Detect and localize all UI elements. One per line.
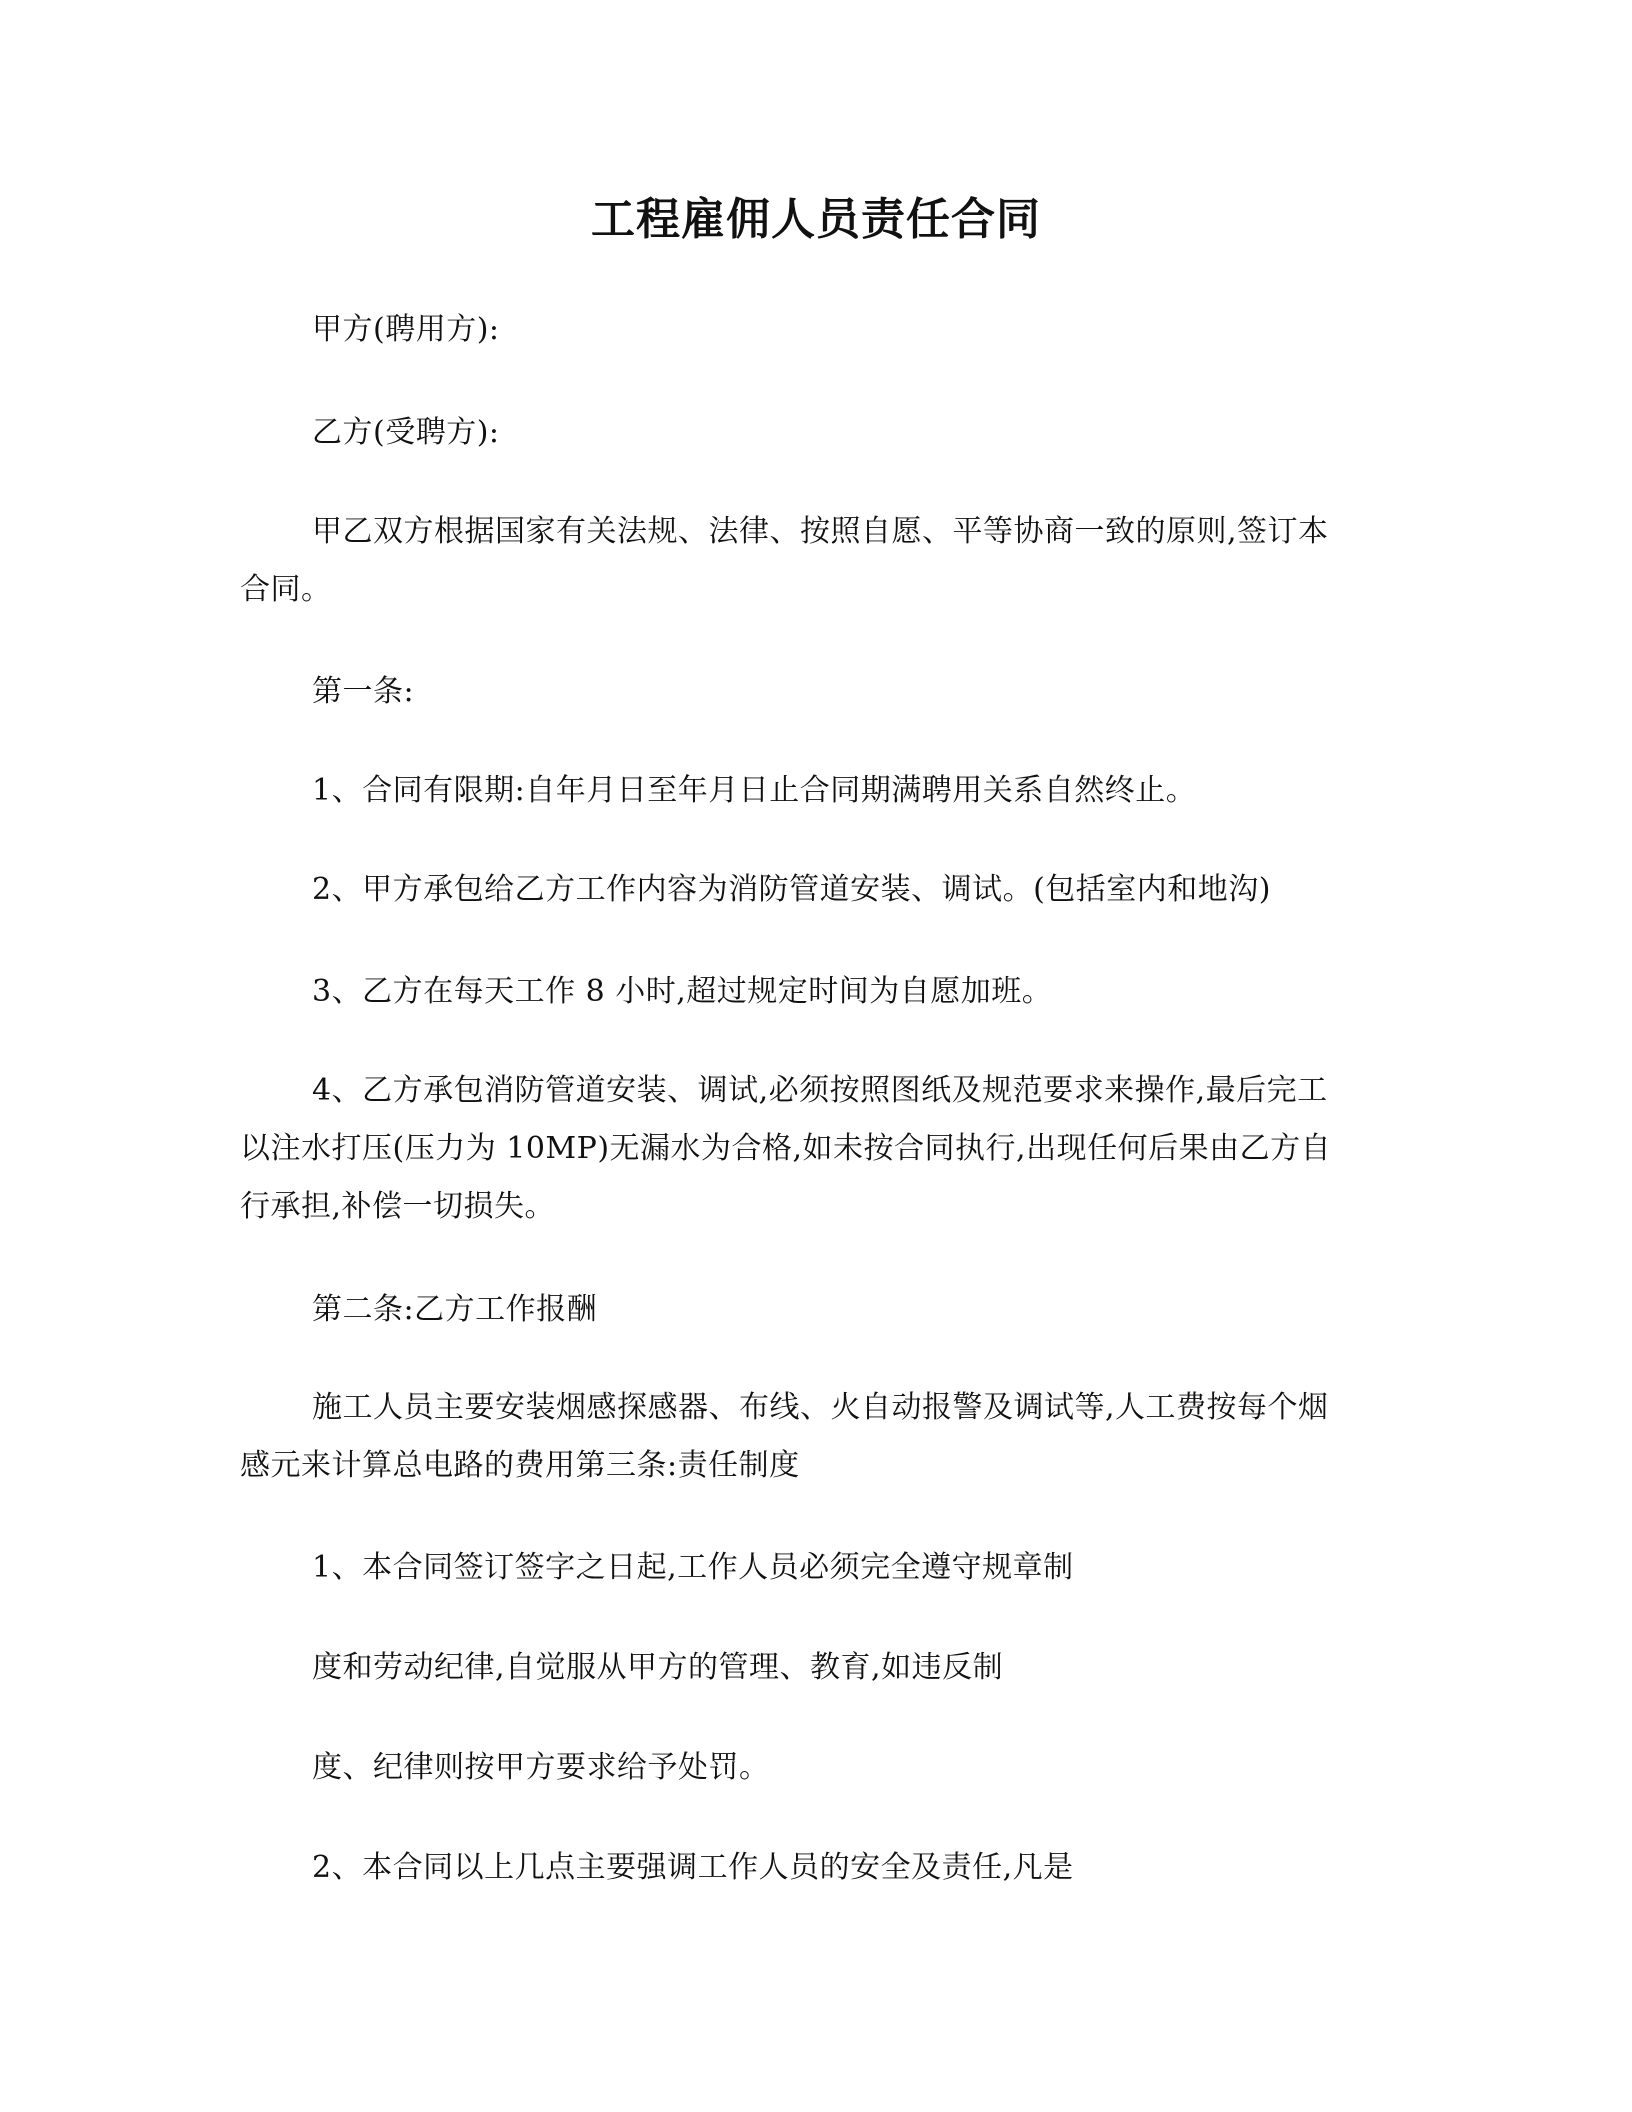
preamble-line-2: 合同。	[240, 572, 332, 607]
article-1-item-4-line-2: 以注水打压(压力为 10MP)无漏水为合格,如未按合同执行,出现任何后果由乙方自	[240, 1131, 1332, 1166]
article-2-body-line-1: 施工人员主要安装烟感探感器、布线、火自动报警及调试等,人工费按每个烟	[312, 1390, 1329, 1425]
article-3-item-2-line-1: 2、本合同以上几点主要强调工作人员的安全及责任,凡是	[312, 1850, 1074, 1885]
article-3-item-1-line-1: 1、本合同签订签字之日起,工作人员必须完全遵守规章制	[312, 1550, 1074, 1585]
article-2-body-line-2: 感元来计算总电路的费用第三条:责任制度	[240, 1448, 800, 1483]
article-1-item-3: 3、乙方在每天工作 8 小时,超过规定时间为自愿加班。	[312, 974, 1053, 1009]
party-b-line: 乙方(受聘方):	[312, 415, 500, 450]
article-1-item-1: 1、合同有限期:自年月日至年月日止合同期满聘用关系自然终止。	[312, 773, 1197, 808]
article-3-item-1-line-2: 度和劳动纪律,自觉服从甲方的管理、教育,如违反制	[312, 1650, 1004, 1685]
article-3-item-1-line-3: 度、纪律则按甲方要求给予处罚。	[312, 1750, 770, 1785]
party-a-line: 甲方(聘用方):	[312, 312, 500, 347]
article-1-item-4-line-3: 行承担,补偿一切损失。	[240, 1189, 556, 1224]
article-1-item-4-line-1: 4、乙方承包消防管道安装、调试,必须按照图纸及规范要求来操作,最后完工	[312, 1073, 1328, 1108]
document-title: 工程雇佣人员责任合同	[591, 194, 1041, 245]
article-1-item-2: 2、甲方承包给乙方工作内容为消防管道安装、调试。(包括室内和地沟)	[312, 872, 1271, 907]
article-1-heading: 第一条:	[312, 674, 415, 709]
article-2-heading: 第二条:乙方工作报酬	[312, 1292, 598, 1327]
preamble-line-1: 甲乙双方根据国家有关法规、法律、按照自愿、平等协商一致的原则,签订本	[312, 514, 1329, 549]
